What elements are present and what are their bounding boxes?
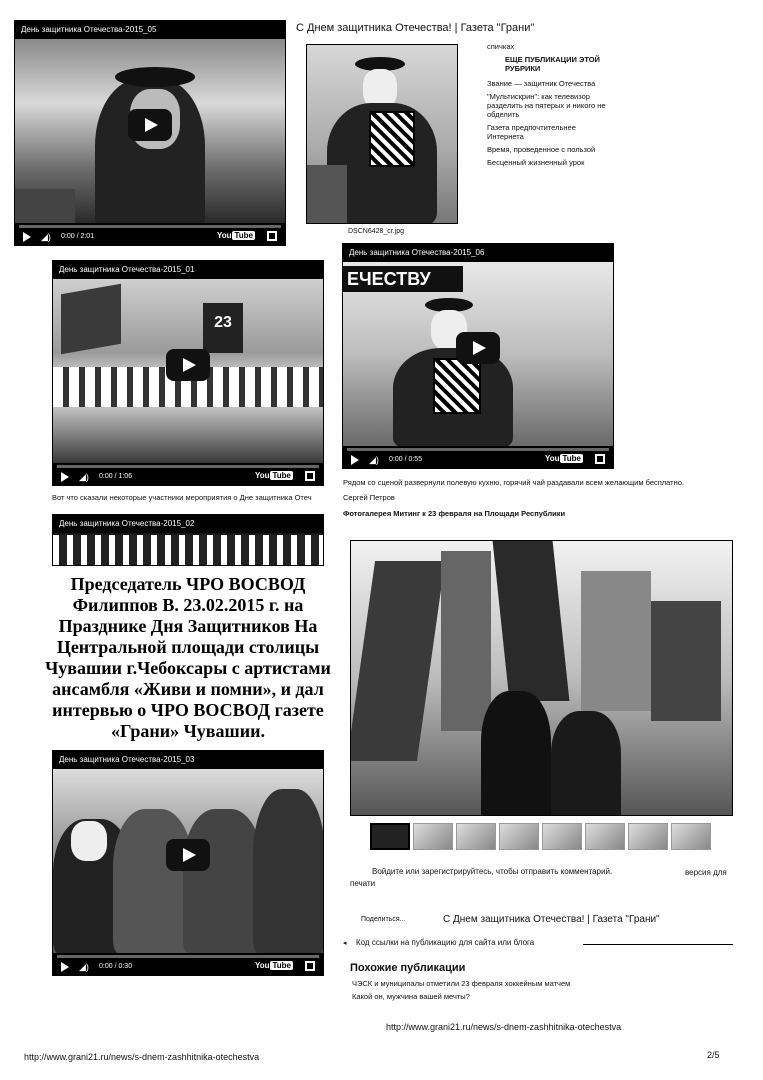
play-icon[interactable]: [456, 332, 500, 364]
progress-bar[interactable]: [19, 225, 281, 228]
gallery-thumbnail[interactable]: [628, 823, 668, 850]
gallery-thumbnail[interactable]: [456, 823, 496, 850]
fullscreen-icon[interactable]: [305, 471, 315, 481]
gallery-main-photo[interactable]: [350, 540, 733, 816]
gallery-thumbnail[interactable]: [370, 823, 410, 850]
volume-icon[interactable]: ◢): [79, 472, 89, 482]
sidebar-fragment: спичках: [487, 42, 515, 51]
fullscreen-icon[interactable]: [267, 231, 277, 241]
volume-icon[interactable]: ◢): [369, 455, 379, 465]
video-controls: [15, 223, 285, 245]
accordion-player-photo: [306, 44, 458, 224]
video-time: 0:00 / 1:06: [99, 473, 133, 480]
video-time: 0:00 / 2:01: [61, 233, 95, 240]
article-url[interactable]: http://www.grani21.ru/news/s-dnem-zashhitnika-otechestva: [386, 1022, 622, 1032]
video-player-05[interactable]: [14, 20, 286, 246]
related-title: Похожие публикации: [350, 962, 466, 974]
photo-caption: DSCN6428_cr.jpg: [348, 228, 405, 235]
caption-right: Рядом со сценой развернули полевую кухню, горячий чай раздавали всем желающим бесплатно.: [343, 478, 685, 487]
youtube-logo[interactable]: You Tube: [254, 471, 291, 480]
video-frame: ЕЧЕСТВУ: [343, 262, 613, 446]
video-player-03[interactable]: [52, 750, 324, 976]
fullscreen-icon[interactable]: [595, 454, 605, 464]
sidebar: [487, 42, 607, 171]
video-title: День защитника Отечества-2015_03: [53, 751, 323, 769]
video-player-01[interactable]: [52, 260, 324, 486]
play-button-icon[interactable]: [23, 232, 31, 242]
footer-url[interactable]: http://www.grani21.ru/news/s-dnem-zashhitnika-otechestva: [24, 1052, 260, 1062]
youtube-logo[interactable]: You Tube: [254, 961, 291, 970]
video-title: День защитника Отечества-2015_02: [53, 515, 323, 533]
gallery-thumbnail[interactable]: [499, 823, 539, 850]
video-controls: [343, 446, 613, 468]
volume-icon[interactable]: ◢): [41, 232, 51, 242]
video-player-06[interactable]: [342, 243, 614, 469]
gallery-thumbnail[interactable]: [671, 823, 711, 850]
video-frame: 23: [53, 279, 323, 463]
gallery-title: Фотогалерея Митинг к 23 февраля на Площади Республики: [343, 509, 566, 518]
play-icon[interactable]: [128, 109, 172, 141]
play-button-icon[interactable]: [61, 962, 69, 972]
caption-left: Вот что сказали некоторые участники мероприятия о Дне защитника Отеч: [52, 493, 312, 502]
video-time: 0:00 / 0:30: [99, 963, 133, 970]
video-title: День защитника Отечества-2015_06: [343, 244, 613, 262]
page-number: 2/5: [707, 1050, 720, 1060]
video-title: День защитника Отечества-2015_01: [53, 261, 323, 279]
video-controls: [53, 463, 323, 485]
sidebar-heading: ЕЩЕ ПУБЛИКАЦИИ ЭТОЙ РУБРИКИ: [505, 55, 600, 73]
related-link[interactable]: ЧЭСК и муниципалы отметили 23 февраля хоккейным матчем: [352, 979, 571, 988]
related-link[interactable]: Какой он, мужчина вашей мечты?: [352, 992, 470, 1001]
play-icon[interactable]: [166, 349, 210, 381]
video-time: 0:00 / 0:55: [389, 456, 423, 463]
page-header-title-repeat: С Днем защитника Отечества! | Газета "Грани": [443, 914, 660, 925]
sidebar-link[interactable]: Время, проведенное с пользой: [487, 145, 596, 154]
gallery-thumbnail[interactable]: [413, 823, 453, 850]
share-button[interactable]: Поделиться...: [361, 916, 406, 923]
sidebar-link[interactable]: "Мультискрин": как телевизор разделить на пятерых и никого не обделить: [487, 92, 606, 119]
sidebar-link[interactable]: Звание — защитник Отечества: [487, 79, 596, 88]
play-button-icon[interactable]: [61, 472, 69, 482]
handwritten-caption: Председатель ЧРО ВОСВОД Филиппов В. 23.02.2015 г. на Празднике Дня Защитников На Центральной площади столицы Чувашии г.Чебоксары с артистами ансамбля «Живи и помни», и дал интервью о ЧРО ВОСВОД газете «Грани» Чувашии.: [45, 574, 331, 741]
embed-bullet-icon: ◂: [343, 940, 347, 947]
gallery-thumbnail[interactable]: [542, 823, 582, 850]
video-player-02[interactable]: [52, 514, 324, 566]
video-controls: [53, 953, 323, 975]
embed-divider: [583, 944, 733, 945]
progress-bar[interactable]: [347, 448, 609, 451]
sidebar-link[interactable]: Бесценный жизненный урок: [487, 158, 585, 167]
page-header-title: С Днем защитника Отечества! | Газета "Грани": [296, 22, 535, 34]
youtube-logo[interactable]: You Tube: [216, 231, 253, 240]
play-icon[interactable]: [166, 839, 210, 871]
author-name: Сергей Петров: [343, 493, 395, 502]
volume-icon[interactable]: ◢): [79, 962, 89, 972]
progress-bar[interactable]: [57, 465, 319, 468]
play-button-icon[interactable]: [351, 455, 359, 465]
gallery-thumbnail[interactable]: [585, 823, 625, 850]
print-version-link[interactable]: версия для печати: [350, 868, 727, 888]
comment-note[interactable]: Войдите или зарегистрируйтесь, чтобы отправить комментарий.: [372, 867, 613, 876]
embed-label: Код ссылки на публикацию для сайта или блога: [356, 938, 535, 947]
sidebar-link[interactable]: Газета предпочтительнее Интернета: [487, 123, 576, 141]
fullscreen-icon[interactable]: [305, 961, 315, 971]
video-title: День защитника Отечества-2015_05: [15, 21, 285, 39]
youtube-logo[interactable]: You Tube: [544, 454, 581, 463]
progress-bar[interactable]: [57, 955, 319, 958]
